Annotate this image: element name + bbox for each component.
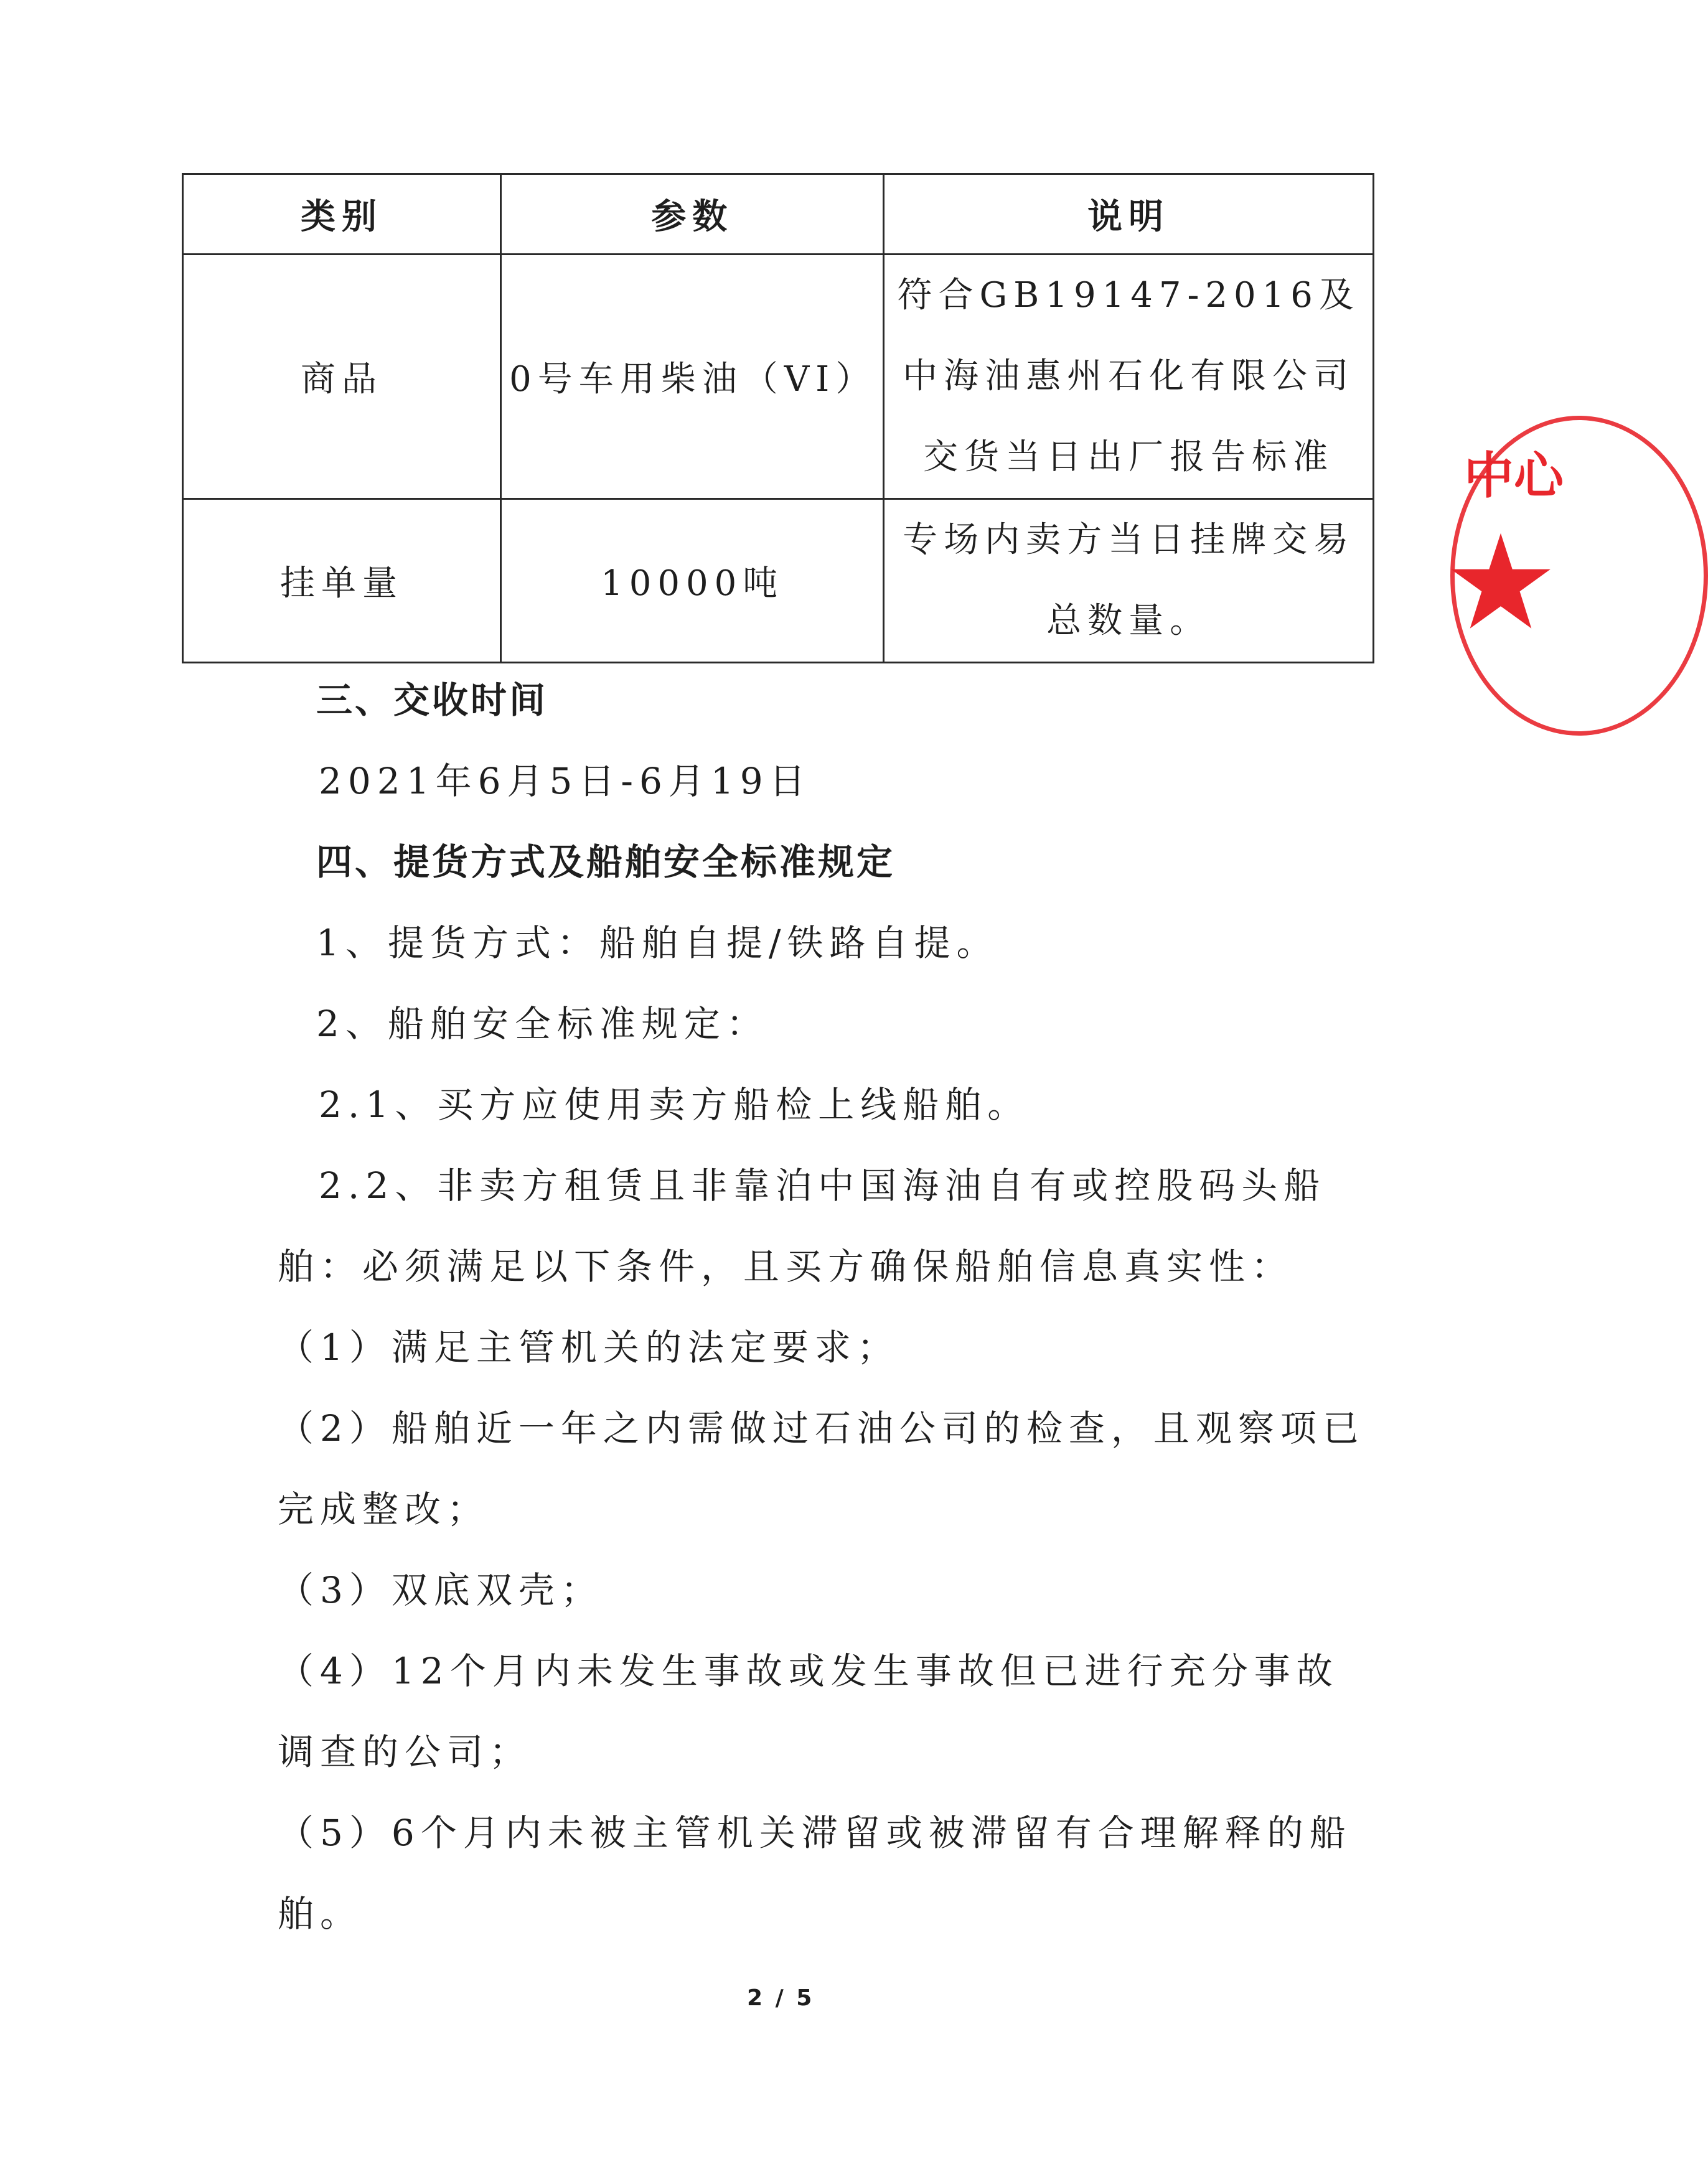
paragraph-line: （2）船舶近一年之内需做过石油公司的检查，且观察项已 [278, 1407, 1365, 1449]
header-desc: 说明 [884, 174, 1374, 255]
cell-desc [884, 255, 1374, 499]
table-row [183, 255, 1374, 499]
seal-text: 中心 [1464, 447, 1564, 505]
spec-table [182, 173, 1374, 663]
paragraph-line: 调查的公司； [278, 1731, 532, 1773]
header-category: 类别 [183, 174, 501, 255]
paragraph-line: 完成整改； [278, 1488, 490, 1530]
paragraph-line: （4）12个月内未发生事故或发生事故但已进行充分事故 [278, 1650, 1339, 1692]
section4-heading: 四、提货方式及船舶安全标准规定 [316, 841, 896, 883]
desc-line: 专场内卖方当日挂牌交易 [903, 520, 1355, 560]
desc-line: 中海油惠州石化有限公司 [903, 356, 1355, 396]
paragraph-line: （3）双底双壳； [278, 1569, 603, 1611]
table-row [183, 499, 1374, 663]
header-param: 参数 [501, 174, 884, 255]
page-number: 2 / 5 [747, 1985, 815, 2011]
cell-desc [884, 499, 1374, 663]
seal-star-icon [1448, 529, 1554, 635]
cell-param: 10000吨 [501, 499, 884, 663]
desc-line: 总数量。 [1046, 601, 1211, 641]
table-header-row [183, 174, 1374, 255]
cell-category: 挂单量 [183, 499, 501, 663]
paragraph-line: 2、船舶安全标准规定： [316, 1003, 769, 1045]
paragraph-line: 舶：必须满足以下条件，且买方确保船舶信息真实性： [278, 1245, 1294, 1288]
paragraph-line: 2.1、买方应使用卖方船检上线船舶。 [319, 1084, 1030, 1126]
section3-text: 2021年6月5日-6月19日 [319, 760, 812, 802]
paragraph-line: （1）满足主管机关的法定要求； [278, 1326, 899, 1369]
desc-line: 符合GB19147-2016及 [897, 275, 1360, 316]
paragraph-line: 2.2、非卖方租赁且非靠泊中国海油自有或控股码头船 [319, 1164, 1326, 1207]
desc-line: 交货当日出厂报告标准 [923, 437, 1335, 477]
cell-param: 0号车用柴油（VI） [501, 255, 884, 499]
cell-category: 商品 [183, 255, 501, 499]
paragraph-line: 1、提货方式：船舶自提/铁路自提。 [316, 922, 999, 964]
paragraph-line: （5）6个月内未被主管机关滞留或被滞留有合理解释的船 [278, 1812, 1352, 1854]
section3-heading: 三、交收时间 [316, 679, 548, 721]
paragraph-line: 舶。 [278, 1893, 363, 1935]
